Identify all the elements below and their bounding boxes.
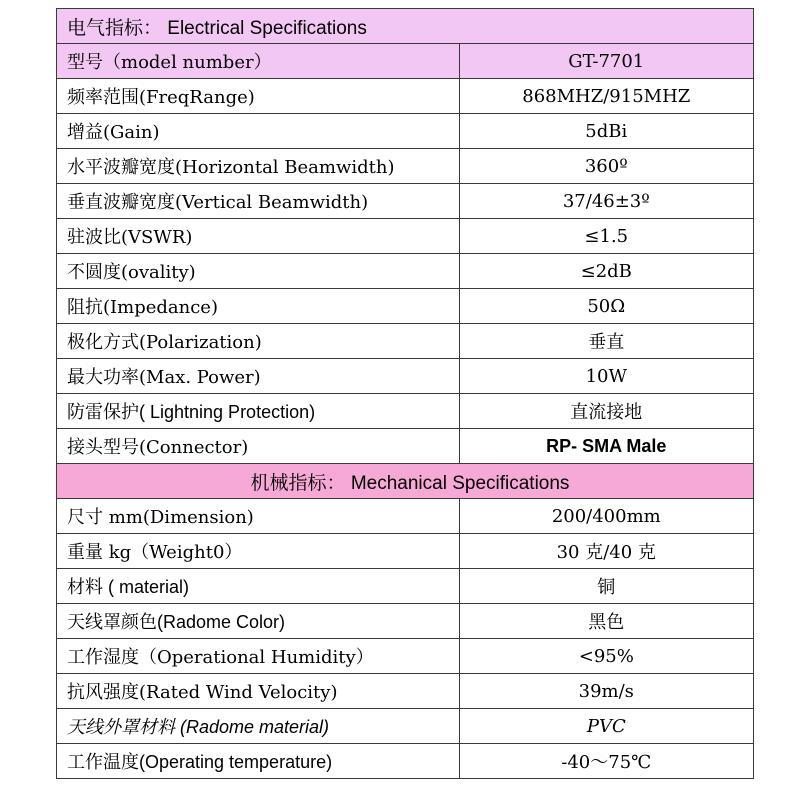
spec-label: 工作湿度（Operational Humidity） xyxy=(57,639,460,674)
spec-label: 尺寸 mm(Dimension) xyxy=(57,499,460,534)
spec-label: 天线外罩材料 (Radome material) xyxy=(57,709,460,744)
spec-value: 黑色 xyxy=(459,604,753,639)
spec-value: <95% xyxy=(459,639,753,674)
spec-row-lightning-protection xyxy=(57,394,754,429)
spec-label: 防雷保护( Lightning Protection) xyxy=(57,394,460,429)
spec-row-polarization xyxy=(57,324,754,359)
electrical-header-text: 电气指标： Electrical Specifications xyxy=(57,9,754,44)
spec-label: 水平波瓣宽度(Horizontal Beamwidth) xyxy=(57,149,460,184)
spec-value: 37/46±3º xyxy=(459,184,753,219)
spec-table xyxy=(56,8,754,779)
spec-label: 垂直波瓣宽度(Vertical Beamwidth) xyxy=(57,184,460,219)
spec-label: 材料 ( material) xyxy=(57,569,460,604)
spec-label: 最大功率(Max. Power) xyxy=(57,359,460,394)
spec-row-horizontal-beamwidth xyxy=(57,149,754,184)
spec-value: 360º xyxy=(459,149,753,184)
spec-row-weight xyxy=(57,534,754,569)
spec-value: PVC xyxy=(459,709,753,744)
spec-label: 接头型号(Connector) xyxy=(57,429,460,464)
spec-row-max-power xyxy=(57,359,754,394)
spec-row-model-number xyxy=(57,44,754,79)
spec-value: 868MHZ/915MHZ xyxy=(459,79,753,114)
spec-row-vertical-beamwidth xyxy=(57,184,754,219)
spec-value: 10W xyxy=(459,359,753,394)
spec-row-ovality xyxy=(57,254,754,289)
spec-row-impedance xyxy=(57,289,754,324)
spec-row-gain xyxy=(57,114,754,149)
spec-row-radome-color xyxy=(57,604,754,639)
spec-row-dimension xyxy=(57,499,754,534)
electrical-section-header xyxy=(57,9,754,44)
spec-value: 30 克/40 克 xyxy=(459,534,753,569)
spec-value: 5dBi xyxy=(459,114,753,149)
spec-row-material xyxy=(57,569,754,604)
spec-value: 垂直 xyxy=(459,324,753,359)
spec-label: 不圆度(ovality) xyxy=(57,254,460,289)
spec-label: 阻抗(Impedance) xyxy=(57,289,460,324)
spec-value: GT-7701 xyxy=(459,44,753,79)
spec-value: 直流接地 xyxy=(459,394,753,429)
mechanical-header-text: 机械指标： Mechanical Specifications xyxy=(57,464,754,499)
spec-label: 增益(Gain) xyxy=(57,114,460,149)
spec-label: 抗风强度(Rated Wind Velocity) xyxy=(57,674,460,709)
spec-row-connector xyxy=(57,429,754,464)
spec-value: 39m/s xyxy=(459,674,753,709)
spec-value: 50Ω xyxy=(459,289,753,324)
spec-label: 型号（model number） xyxy=(57,44,460,79)
spec-row-operating-temperature xyxy=(57,744,754,779)
spec-label: 驻波比(VSWR) xyxy=(57,219,460,254)
spec-label: 频率范围(FreqRange) xyxy=(57,79,460,114)
spec-row-rated-wind-velocity xyxy=(57,674,754,709)
spec-row-vswr xyxy=(57,219,754,254)
spec-value: -40～75℃ xyxy=(459,744,753,779)
spec-row-radome-material xyxy=(57,709,754,744)
spec-row-operational-humidity xyxy=(57,639,754,674)
mechanical-section-header xyxy=(57,464,754,499)
spec-label: 天线罩颜色(Radome Color) xyxy=(57,604,460,639)
spec-value: 铜 xyxy=(459,569,753,604)
spec-label: 重量 kg（Weight0） xyxy=(57,534,460,569)
spec-row-frequency-range xyxy=(57,79,754,114)
spec-value: RP- SMA Male xyxy=(459,429,753,464)
spec-label: 工作温度(Operating temperature) xyxy=(57,744,460,779)
spec-value: 200/400mm xyxy=(459,499,753,534)
spec-label: 极化方式(Polarization) xyxy=(57,324,460,359)
spec-value: ≤2dB xyxy=(459,254,753,289)
spec-value: ≤1.5 xyxy=(459,219,753,254)
